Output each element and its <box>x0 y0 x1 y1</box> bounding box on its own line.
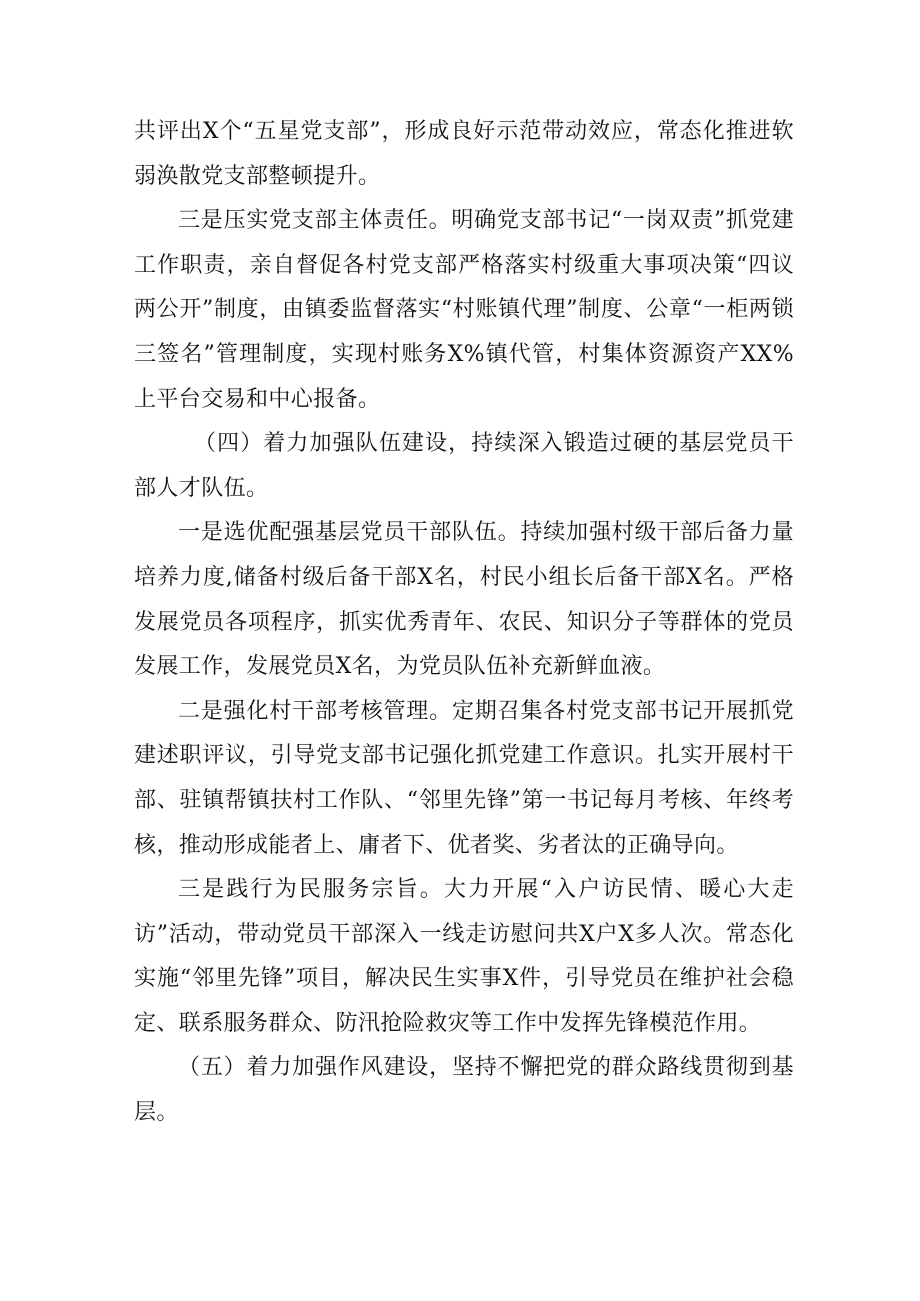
paragraph-cadre-assessment: 二是强化村干部考核管理。定期召集各村党支部书记开展抓党建述职评议，引导党支部书记强化抓党建工作意识。扎实开展村干部、驻镇帮镇扶村工作队、“邻里先锋”第一书记每月考核、年终考核，推动形成能者上、庸者下、优者奖、劣者汰的正确导向。 <box>134 698 794 858</box>
paragraph-cadre-selection: 一是选优配强基层党员干部队伍。持续加强村级干部后备力量培养力度,储备村级后备干部X名，村民小组长后备干部X名。严格发展党员各项程序，抓实优秀青年、农民、知识分子等群体的党员发展工作，发展党员X名，为党员队伍补充新鲜血液。 <box>134 520 794 680</box>
section-heading-work-style: （五）着力加强作风建设，坚持不懈把党的群众路线贯彻到基层。 <box>134 1055 794 1126</box>
document-body <box>134 110 794 1136</box>
section-heading-team-building: （四）着力加强队伍建设，持续深入锻造过硬的基层党员干部人才队伍。 <box>134 431 794 501</box>
paragraph-party-branch-responsibility: 三是压实党支部主体责任。明确党支部书记“一岗双责”抓党建工作职责，亲自督促各村党支部严格落实村级重大事项决策“四议两公开”制度，由镇委监督落实“村账镇代理”制度、公章“一柜两锁三签名”管理制度，实现村账务X%镇代管，村集体资源资产XX%上平台交易和中心报备。 <box>134 208 794 412</box>
paragraph-continuation: 共评出X个“五星党支部”，形成良好示范带动效应，常态化推进软弱涣散党支部整顿提升。 <box>134 119 794 189</box>
paragraph-service-to-people: 三是践行为民服务宗旨。大力开展“入户访民情、暖心大走访”活动，带动党员干部深入一线走访慰问共X户X多人次。常态化实施“邻里先锋”项目，解决民生实事X件，引导党员在维护社会稳定、联系服务群众、防汛抢险救灾等工作中发挥先锋模范作用。 <box>134 877 794 1036</box>
